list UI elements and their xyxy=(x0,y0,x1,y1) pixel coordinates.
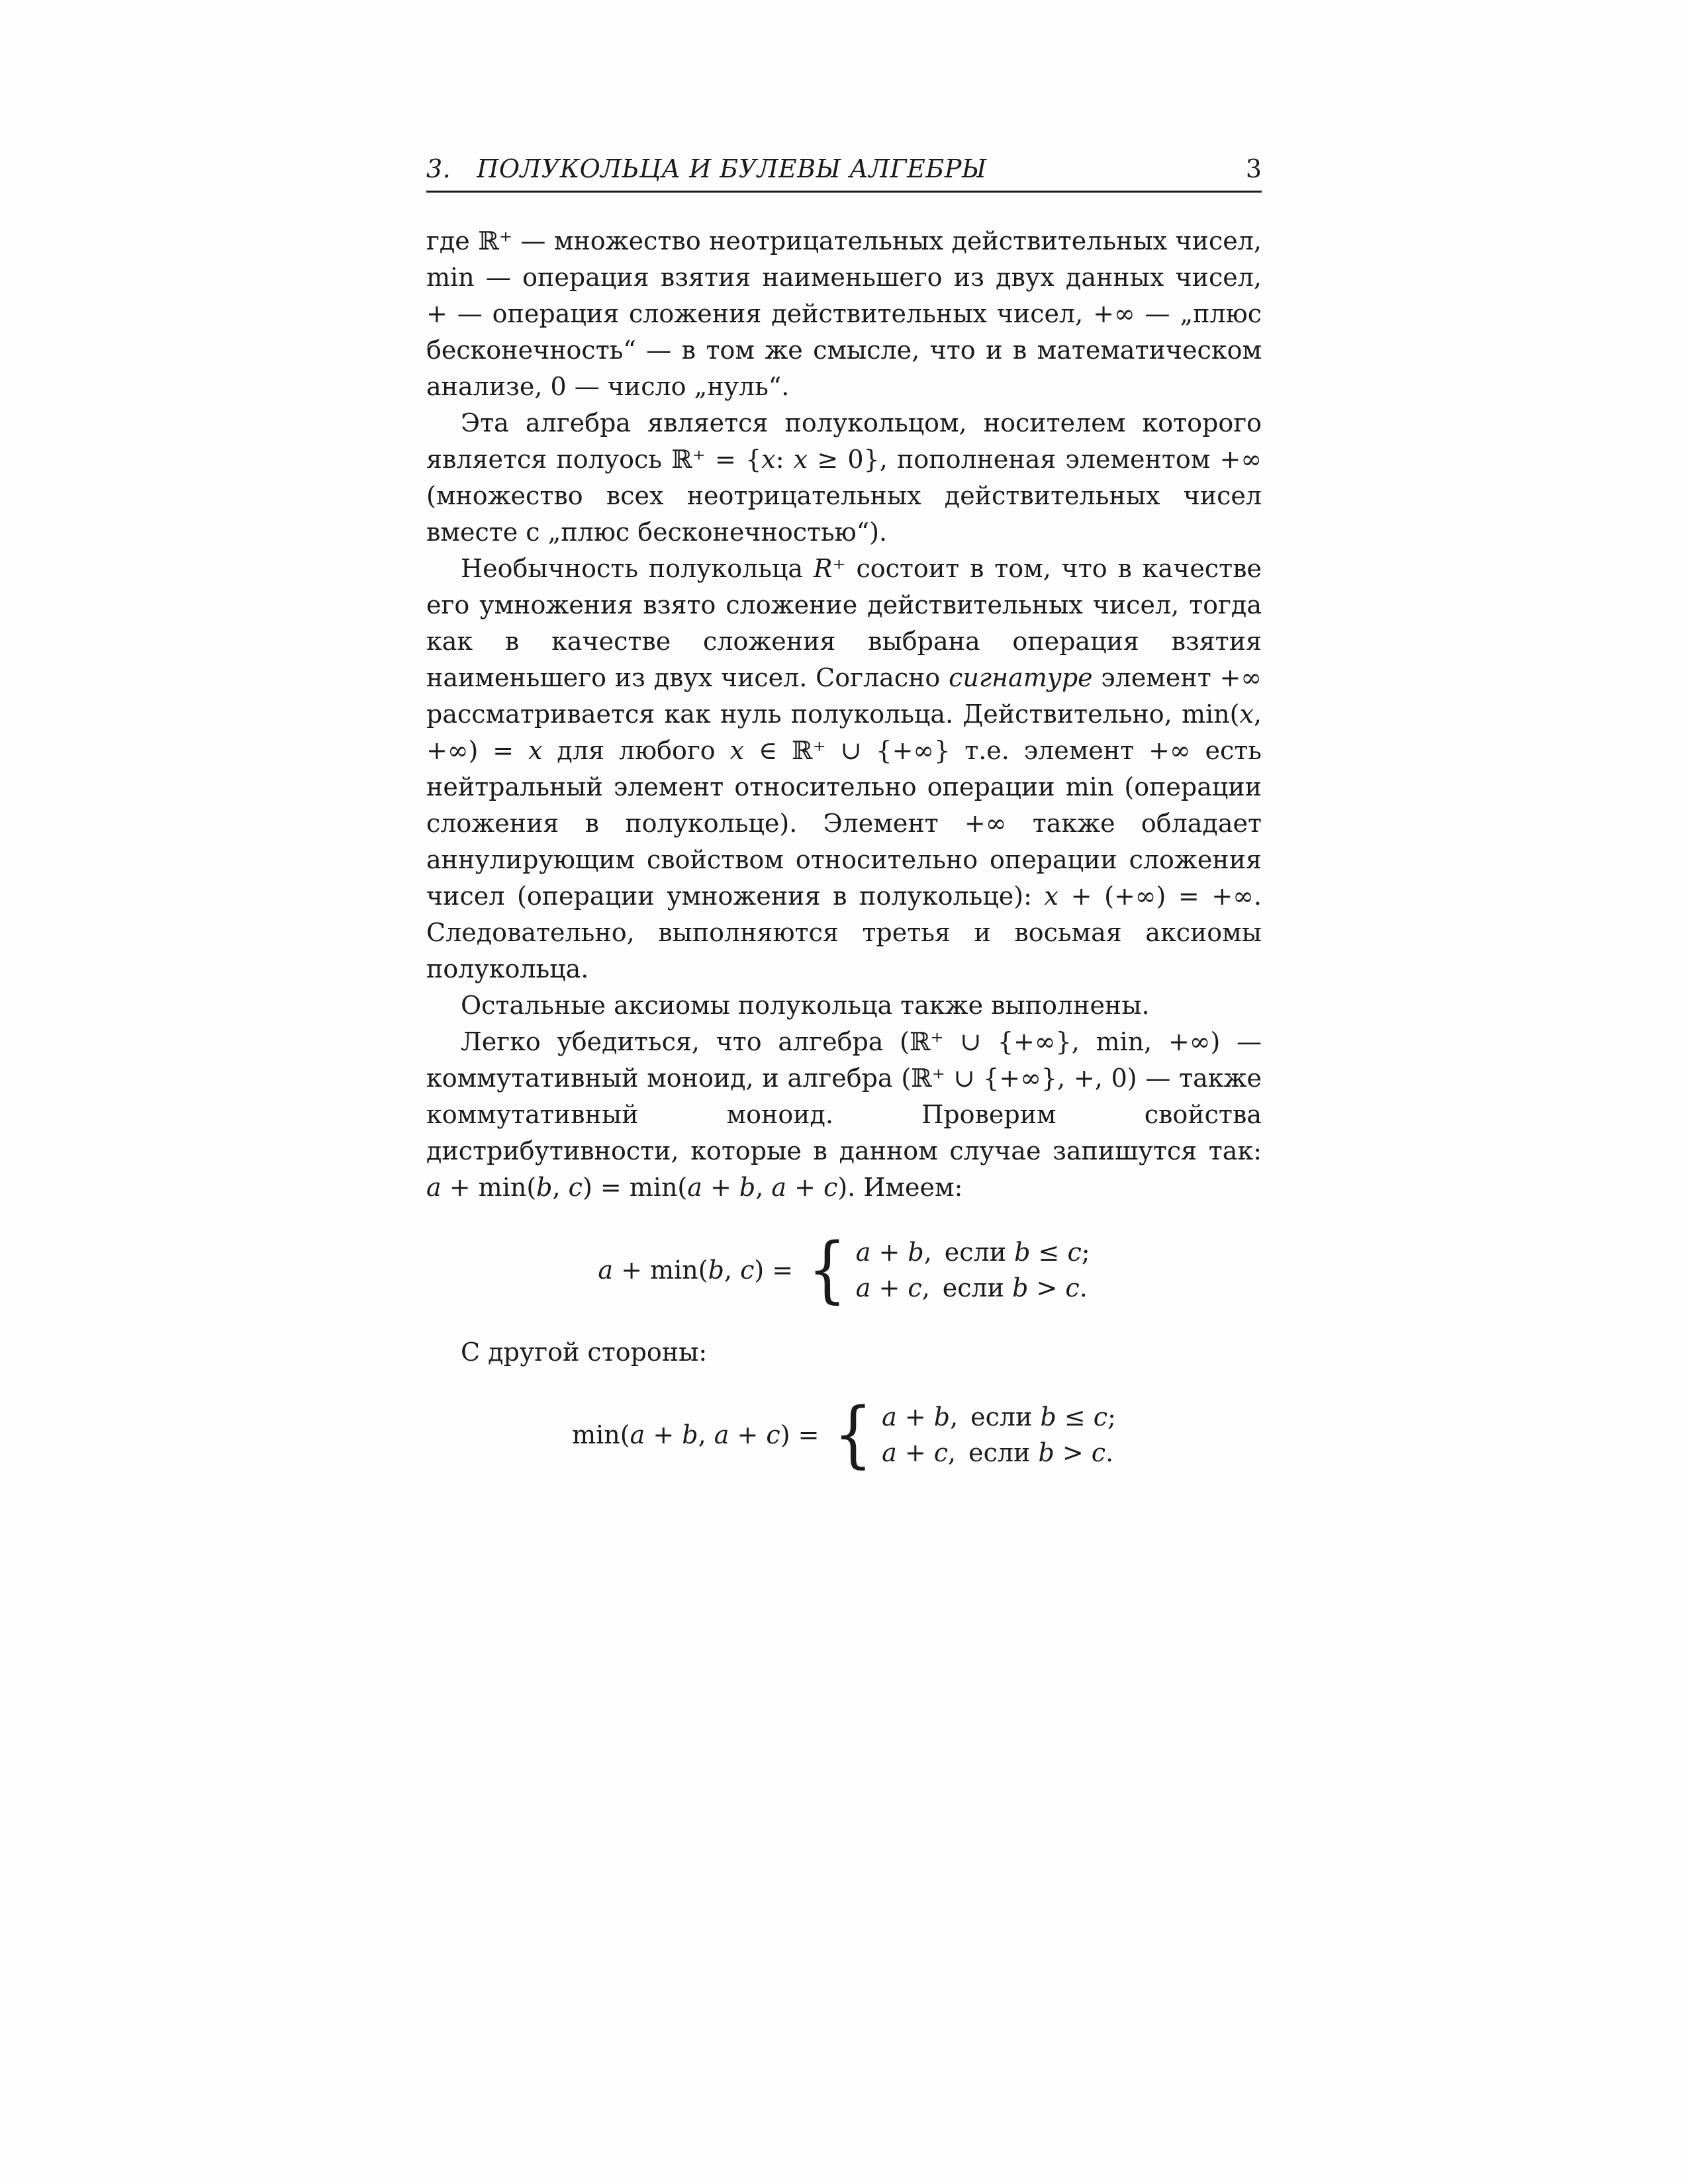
text-run: b xyxy=(739,1173,756,1202)
text-run: , если xyxy=(923,1238,1015,1267)
text-run: > xyxy=(1054,1438,1092,1467)
cases-brace-icon: { xyxy=(808,1228,847,1312)
text-run: + xyxy=(896,1402,934,1432)
text-block xyxy=(426,0,1262,1477)
text-run: , xyxy=(724,1255,741,1285)
text-run: элемент +∞ рассматривается как нуль полукольца. Действительно, min( xyxy=(426,663,1262,729)
text-run: , xyxy=(755,1173,772,1202)
text-run: : xyxy=(775,445,794,474)
text-run: R xyxy=(813,554,833,583)
text-run: x xyxy=(528,736,543,765)
text-run: где ℝ⁺ — множество неотрицательных действительных чисел, min — операция взятия наименьшего из двух данных чисел, + — операция сложения действительных чисел, +∞ — „плюс бесконечность“ — в том же смысле, что и в математическом анализе, 0 — число „нуль“. xyxy=(426,226,1262,401)
display-equation-2 xyxy=(426,1392,1262,1477)
paragraph-6 xyxy=(426,1334,1262,1371)
paragraph-3 xyxy=(426,551,1262,987)
text-run: Легко убедиться, что алгебра (ℝ⁺ ∪ {+∞}, min, +∞) — коммутативный моноид, и алгебра (ℝ⁺ ∪ {+∞}, +, 0) — также коммутативный моноид. Проверим свойства дистрибутивности, которые в данном случае запишутся так: xyxy=(426,1027,1262,1165)
header-rule xyxy=(426,191,1262,193)
text-run: b xyxy=(908,1238,924,1267)
text-run: min( xyxy=(572,1420,630,1449)
text-run: b xyxy=(1012,1273,1029,1302)
paragraph-2 xyxy=(426,405,1262,551)
display-equation-1 xyxy=(426,1228,1262,1312)
text-run: + (+∞) = +∞. Следовательно, выполняются третья и восьмая аксиомы полукольца. xyxy=(426,882,1262,983)
text-run: a xyxy=(714,1420,729,1449)
paragraph-4 xyxy=(426,987,1262,1024)
text-run: c xyxy=(740,1255,755,1285)
text-run: b xyxy=(933,1402,951,1432)
text-run: b xyxy=(682,1420,698,1449)
text-run: , если xyxy=(921,1273,1013,1302)
text-run: , +∞) = xyxy=(426,700,1262,765)
text-run: для любого xyxy=(542,736,730,765)
text-run: , xyxy=(552,1173,569,1202)
text-run: , если xyxy=(950,1402,1041,1432)
text-run: c xyxy=(1093,1402,1108,1432)
text-run: c xyxy=(1091,1438,1106,1467)
text-run: x xyxy=(729,736,745,765)
text-run: x xyxy=(761,445,776,474)
text-run: b xyxy=(536,1173,553,1202)
cases-block xyxy=(882,1400,1116,1470)
chapter-heading: 3. ПОЛУКОЛЬЦА И БУЛЕВЫ АЛГЕБРЫ xyxy=(426,154,987,183)
text-run: + min( xyxy=(441,1173,537,1202)
text-run: b xyxy=(1040,1402,1056,1432)
text-run: ; xyxy=(1107,1402,1116,1432)
text-run: a xyxy=(598,1255,614,1285)
text-run: . xyxy=(1105,1438,1114,1467)
text-run: ; xyxy=(1081,1238,1090,1267)
text-run: a xyxy=(855,1273,871,1302)
text-run: a xyxy=(630,1420,645,1449)
page-header xyxy=(426,154,1262,184)
text-run: + xyxy=(896,1438,934,1467)
paragraph-5 xyxy=(426,1024,1262,1206)
text-run: + xyxy=(729,1420,767,1449)
case-line-1 xyxy=(856,1235,1090,1269)
text-run: ). Имеем: xyxy=(837,1173,963,1202)
text-run: + xyxy=(870,1238,908,1267)
paragraph-1 xyxy=(426,223,1262,405)
text-run: + xyxy=(786,1173,824,1202)
cases-brace-icon: { xyxy=(833,1392,873,1477)
equation-lhs xyxy=(598,1253,801,1287)
equation-lhs xyxy=(572,1418,827,1451)
text-run: c xyxy=(908,1273,922,1302)
text-run: c xyxy=(1067,1238,1082,1267)
text-run: c xyxy=(1065,1273,1080,1302)
text-run: c xyxy=(568,1173,583,1202)
text-run: С другой стороны: xyxy=(461,1338,708,1367)
text-run: b xyxy=(1014,1238,1031,1267)
text-run: ⁺ состоит в том, что в качестве его умножения взято сложение действительных чисел, тогда как в качестве сложения выбрана операция взятия наименьшего из двух чисел. Согласно xyxy=(426,554,1262,692)
text-run: > xyxy=(1028,1273,1066,1302)
case-line-2 xyxy=(882,1435,1116,1470)
text-run: a xyxy=(855,1238,871,1267)
text-run: Эта алгебра является полукольцом, носителем которого является полуось ℝ⁺ = { xyxy=(426,408,1262,474)
text-run: + xyxy=(702,1173,739,1202)
text-run: , xyxy=(698,1420,714,1449)
text-run: x xyxy=(1239,700,1254,729)
text-run: a xyxy=(426,1173,442,1202)
text-run: + min( xyxy=(613,1255,708,1285)
text-run: x xyxy=(1044,882,1058,911)
text-run: b xyxy=(708,1255,724,1285)
page-body xyxy=(426,223,1262,1477)
text-run: ) = xyxy=(780,1420,827,1449)
text-run: . xyxy=(1079,1273,1088,1302)
text-run: ) = xyxy=(754,1255,802,1285)
text-run: ) = min( xyxy=(582,1173,688,1202)
text-run: , если xyxy=(948,1438,1039,1467)
text-run: a xyxy=(771,1173,787,1202)
text-run: + xyxy=(870,1273,908,1302)
case-line-2 xyxy=(856,1271,1090,1305)
text-run: b xyxy=(1038,1438,1055,1467)
text-run: a xyxy=(882,1402,897,1432)
text-run: c xyxy=(933,1438,949,1467)
text-run: x xyxy=(793,445,808,474)
text-run: a xyxy=(882,1438,897,1467)
text-run: ≤ xyxy=(1056,1402,1094,1432)
text-run: c xyxy=(823,1173,838,1202)
text-run: ≤ xyxy=(1030,1238,1068,1267)
text-run: a xyxy=(687,1173,702,1202)
case-line-1 xyxy=(882,1400,1116,1434)
text-run: c xyxy=(766,1420,780,1449)
text-run: ∈ ℝ⁺ ∪ {+∞} т.е. элемент +∞ есть нейтральный элемент относительно операции min (операции сложения в полукольце). Элемент +∞ также обладает аннулирующим свойством относительно операции сложения чисел (операции умножения в полукольце): xyxy=(426,736,1262,911)
page-number: 3 xyxy=(1245,154,1262,183)
text-run: сигнатуре xyxy=(949,663,1093,692)
text-run: Необычность полукольца xyxy=(461,554,814,583)
cases-block xyxy=(856,1235,1090,1305)
text-run: Остальные аксиомы полукольца также выполнены. xyxy=(461,991,1150,1020)
text-run: ≥ 0}, пополненая элементом +∞ (множество всех неотрицательных действительных чисел вместе с „плюс бесконечностью“). xyxy=(426,445,1262,547)
text-run: + xyxy=(645,1420,682,1449)
